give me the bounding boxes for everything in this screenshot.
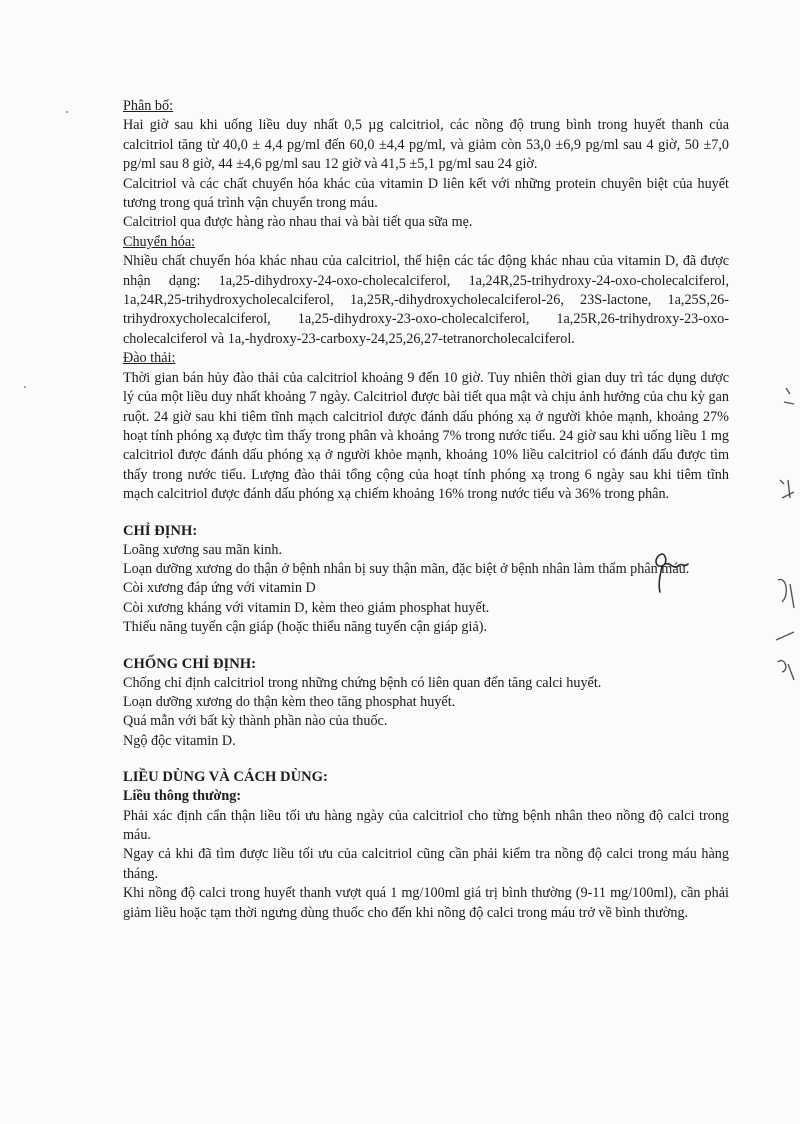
section-chong-chi-dinh-title: CHỐNG CHỈ ĐỊNH: — [123, 655, 256, 672]
chi-dinh-item: Thiểu năng tuyến cận giáp (hoặc thiểu năng tuyến cận giáp giả). — [123, 619, 488, 636]
scan-speck — [66, 111, 68, 113]
phan-bo-paragraph: Calcitriol và các chất chuyển hóa khác của vitamin D liên kết với những protein chuyên biệt của huyết tương trong quá trình vận chuyển trong máu. — [123, 175, 729, 212]
chi-dinh-item: Còi xương đáp ứng với vitamin D — [123, 580, 316, 597]
section-phan-bo-title: Phân bố: — [123, 98, 174, 114]
chong-chi-dinh-item: Ngộ độc vitamin D. — [123, 732, 236, 749]
lieu-dung-paragraph: Ngay cả khi đã tìm được liều tối ưu của calcitriol cũng cần phải kiểm tra nồng độ calci trong máu hàng tháng. — [123, 846, 729, 882]
phan-bo-paragraph: Calcitriol qua được hàng rào nhau thai và bài tiết qua sữa mẹ. — [123, 214, 473, 231]
chuyen-hoa-paragraph: Nhiều chất chuyển hóa khác nhau của calcitriol, thể hiện các tác động khác nhau của vitamin D, đã được nhận dạng: 1a,25-dihydroxy-24-oxo-cholecalciferol, 1a,24R,25-trihydroxy-24-oxo-cholecalciferol, 1a,24R,25-trihydroxycholecalciferol, 1a,25R,-dihydroxycholecalciferol-26, 23S-lactone, 1a,25S,26-trihydroxycholecalciferol, 1a,25-dihydroxy-23-oxo-cholecalciferol, 1a,25R,26-trihydroxy-23-oxo-cholecalciferol và 1a,-hydroxy-23-carboxy-24,25,26,27-tetranorcholecalciferol. — [123, 253, 729, 347]
lieu-thong-thuong-subtitle: Liều thông thường: — [123, 788, 242, 805]
chong-chi-dinh-item: Chống chỉ định calcitriol trong những chứng bệnh có liên quan đến tăng calci huyết. — [123, 674, 602, 691]
chi-dinh-item: Loãng xương sau mãn kinh. — [123, 541, 283, 558]
section-lieu-dung-title: LIỀU DÙNG VÀ CÁCH DÙNG: — [123, 769, 328, 786]
section-dao-thai-title: Đào thải: — [123, 350, 176, 367]
edge-stamp-mark — [760, 380, 800, 700]
chong-chi-dinh-item: Quá mẫn với bất kỳ thành phần nào của thuốc. — [123, 713, 388, 730]
lieu-dung-paragraph: Phải xác định cẩn thận liều tối ưu hàng ngày của calcitriol cho từng bệnh nhân theo nồng độ calci trong máu. — [123, 807, 729, 843]
section-chuyen-hoa-title: Chuyển hóa: — [123, 233, 196, 250]
scan-speck — [24, 386, 26, 388]
chi-dinh-item: Loạn dưỡng xương do thận ở bệnh nhân bị suy thận mãn, đặc biệt ở bệnh nhân làm thẩm phân máu. — [123, 560, 690, 577]
chi-dinh-item: Còi xương kháng với vitamin D, kèm theo giảm phosphat huyết. — [123, 599, 490, 616]
phan-bo-paragraph: Hai giờ sau khi uống liều duy nhất 0,5 µg calcitriol, các nồng độ trung bình trong huyết thanh của calcitriol tăng từ 40,0 ± 4,4 pg/ml đến 60,0 ±4,4 pg/ml, và giảm còn 53,0 ±6,9 pg/ml sau 4 giờ, 50 ±7,0 pg/ml sau 8 giờ, 44 ±4,6 pg/ml sau 12 giờ và 41,5 ±5,1 pg/ml sau 24 giờ. — [123, 117, 729, 173]
chong-chi-dinh-item: Loạn dưỡng xương do thận kèm theo tăng phosphat huyết. — [123, 693, 456, 710]
lieu-dung-paragraph: Khi nồng độ calci trong huyết thanh vượt quá 1 mg/100ml giá trị bình thường (9-11 mg/100ml), cần phải giảm liều hoặc tạm thời ngưng dùng thuốc cho đến khi nồng độ calci trong máu trở về bình thường. — [123, 885, 729, 921]
section-chi-dinh-title: CHỈ ĐỊNH: — [123, 522, 198, 539]
document-body — [123, 97, 729, 923]
signature-mark — [648, 548, 696, 596]
dao-thai-paragraph: Thời gian bán hủy đào thải của calcitriol khoảng 9 đến 10 giờ. Tuy nhiên thời gian duy trì tác dụng dược lý của một liều duy nhất khoảng 7 ngày. Calcitriol được bài tiết qua mật và chịu ảnh hưởng của chu kỳ gan ruột. 24 giờ sau khi tiêm tĩnh mạch calcitriol được đánh dấu phóng xạ ở người khỏe mạnh, khoảng 27% hoạt tính phóng xạ được tìm thấy trong phân và khoảng 7% trong nước tiểu. 24 giờ sau khi uống liều 1 mg calcitriol được đánh dấu phóng xạ ở người khỏe mạnh, khoảng 10% liều calcitriol có đánh dấu được tìm thấy trong nước tiểu. Lượng đào thải tổng cộng của hoạt tính phóng xạ trong 6 ngày sau khi tiêm tĩnh mạch calcitriol được đánh dấu phóng xạ chiếm khoảng 16% trong nước tiểu và 36% trong phân. — [123, 369, 729, 503]
